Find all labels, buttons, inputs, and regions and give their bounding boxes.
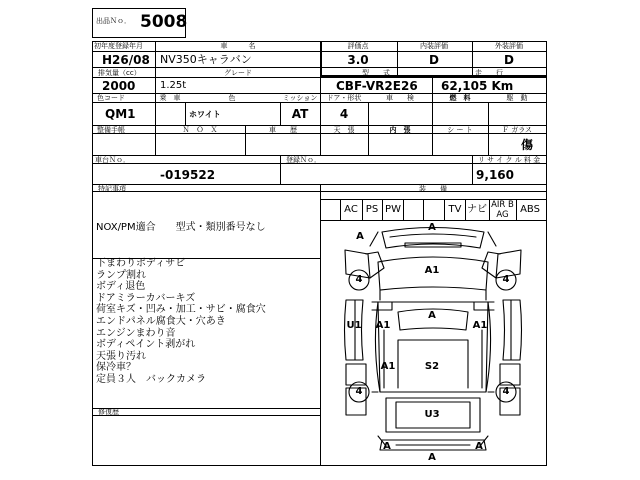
model-name-value: NV350キャラバン [160,53,252,66]
equipment-cell-border [465,199,466,220]
inspection-header: 車 検 [386,94,414,102]
exterior-header: 外装評価 [495,42,523,50]
score-header: 評価点 [347,42,369,50]
type-value: CBF-VR2E26 [336,79,418,93]
damage-wheel-fl: 4 [355,274,363,285]
seats-header: 乗 車 [159,94,181,102]
top-right-section-border [320,41,322,76]
damage-wheel-rr: 4 [502,386,510,397]
damage-front-center: A [428,222,436,233]
col-rule [280,102,281,125]
chassis-no-value: -019522 [160,168,216,182]
repair-history-header: 修復歴 [98,408,119,416]
notes-primary: NOX/PM適合 型式・類別番号なし [96,222,266,233]
damage-rear-right: A [475,441,483,452]
col-rule [155,102,156,125]
damage-rear-door: U3 [424,409,440,420]
damage-left-door: A1 [375,320,391,331]
color-value: ホワイト [189,110,221,119]
score-value: 3.0 [347,53,369,67]
col-rule [432,77,433,102]
col-rule [368,125,369,155]
transmission-header: ミッション [282,94,318,102]
equipment-header: 装 備 [419,185,447,193]
note-item: 定員３人 バックカメラ [96,374,206,385]
col-rule [155,41,156,77]
damage-wheel-rl: 4 [355,386,363,397]
interior-value: D [429,53,439,67]
mileage-value: 62,105 Km [441,79,514,93]
equipment-cell-border [382,199,383,220]
interior-upholstery-header: 内 張 [389,126,411,134]
year-value: H26/08 [102,53,150,67]
color-code-value: QM1 [105,107,136,121]
row-rule [92,67,547,68]
note-item: 保冷車？ [96,362,136,374]
mileage-header: 走 行 [475,69,503,77]
displacement-value: 2000 [102,79,136,93]
note-item: 荷室キズ・凹み・加工・サビ・腐食穴 [96,304,266,316]
col-rule [488,102,489,125]
note-item: ドアミラーカバーキズ [96,292,196,304]
color-header: 色 [228,94,236,102]
equipment-tv: TV [448,204,462,215]
type-header: 型 式 [362,69,390,77]
equipment-cell-border [423,199,424,220]
vehicle-damage-diagram [320,220,547,466]
year-header: 初年度登録年月 [94,42,143,50]
displacement-header: 排気量（cc） [98,69,141,77]
color-code-header: 色コード [97,94,125,102]
exterior-value: D [504,53,514,67]
doors-header: ドア・形状 [326,94,362,102]
col-rule [185,102,186,125]
rear-outline [378,398,488,450]
col-rule [320,125,321,155]
equipment-cell-border [340,199,341,220]
damage-left-side: U1 [346,320,362,331]
note-item: ボディペイント剥がれ [96,339,196,351]
model-name-header: 車 名 [220,42,256,50]
grade-header: グレード [224,69,252,77]
row-rule [92,51,547,52]
lot-label: 出品Ｎｏ． [96,17,131,25]
col-rule [488,125,489,155]
col-rule [245,125,246,155]
note-item: エンドパネル腐食大・穴あき [96,316,226,327]
equipment-ac: AC [344,204,358,215]
note-item: ボディ退色 [96,281,146,293]
repair-rule [92,415,320,416]
damage-roof: A [428,310,436,321]
transmission-value: AT [291,107,309,121]
history-header: 車 歴 [269,126,297,134]
note-item: ランプ割れ [96,269,146,281]
drive-header: 駆 動 [506,94,528,102]
doors-value: 4 [339,107,349,121]
damage-rear-left: A [383,441,391,452]
chassis-no-header: 車台Ｎｏ． [95,156,130,164]
seat-header: シ ー ト [447,126,473,134]
equipment-navi: ナビ [467,204,487,215]
equipment-ps: PS [365,204,379,215]
f-glass-value: 傷 [520,138,534,152]
equipment-abs: ABS [520,204,540,215]
col-rule [472,41,473,77]
col-rule [472,155,473,184]
registration-no-header: 登録Ｎｏ． [286,156,321,164]
damage-right-side: A1 [472,320,488,331]
damage-front-left: A [356,231,364,242]
equipment-cell-border [444,199,445,220]
col-rule [432,102,433,125]
recycle-fee-value: 9,160 [476,168,514,182]
col-rule [155,77,156,102]
col-rule [368,102,369,125]
col-rule [397,41,398,77]
damage-left-rear: A1 [380,361,396,372]
col-rule [155,125,156,155]
repair-rule [92,408,320,409]
f-glass-header: Ｆ ガラス [501,126,533,134]
note-item: エンジンまわり音 [96,327,176,339]
grade-value: 1.25t [160,80,187,91]
service-book-header: 整備手帳 [97,126,125,134]
note-item: 天張り汚れ [96,350,146,362]
lot-number: 5008 [140,12,188,32]
interior-header: 内装評価 [420,42,448,50]
note-item: 下まわりボディサビ [96,258,186,269]
col-rule [320,77,321,102]
col-rule [280,155,281,184]
col-rule [432,125,433,155]
damage-cargo: S2 [424,361,440,372]
notes-header: 特記事項 [98,185,126,193]
nox-header: Ｎ Ｏ Ｘ [182,126,218,134]
damage-hood: A1 [424,265,440,276]
equipment-pw: PW [385,204,401,215]
damage-rear-bottom: A [428,452,436,463]
equipment-cell-border [362,199,363,220]
equipment-cell-border [403,199,404,220]
recycle-fee-header: リ サ イ ク ル 料 金 [477,156,541,164]
sunroof-header: 天 張 [333,126,355,134]
fuel-header: 燃 料 [449,94,471,102]
equipment-cell-border [516,199,517,220]
col-rule [320,102,321,125]
damage-wheel-fr: 4 [502,274,510,285]
equipment-airbag: AIR BAG [491,200,514,220]
